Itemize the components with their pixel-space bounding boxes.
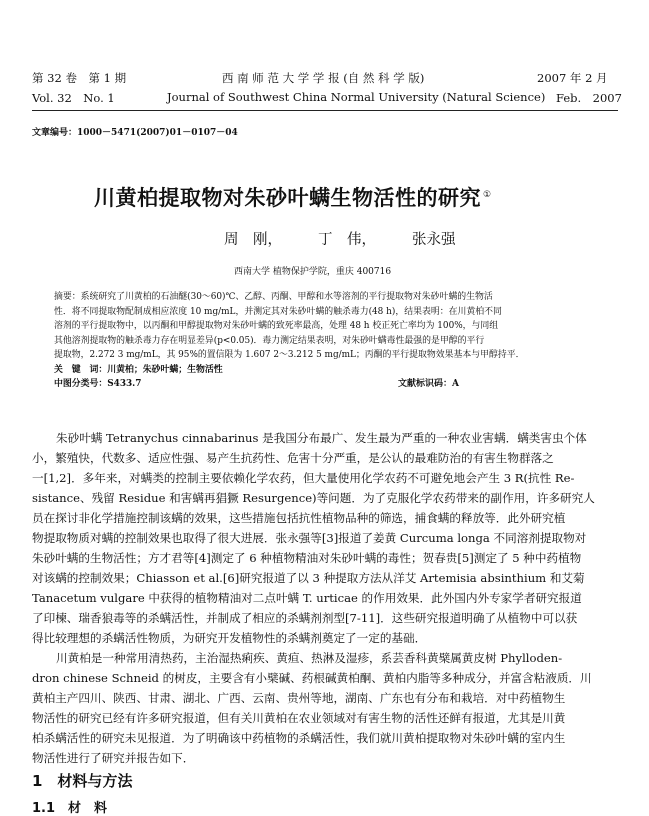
body-line: 朱砂叶螨的生物活性；方才君等[4]测定了 6 种植物精油对朱砂叶螨的毒性；贺春贵[5]测定了 5 种中药植物 xyxy=(32,551,582,565)
body-text xyxy=(32,428,595,768)
document-code: 文献标识码：A xyxy=(398,379,459,389)
body-line: 物提取物质对螨的控制效果也取得了很大进展．张永强等[3]报道了姜黄 Curcuma longa 不同溶剂提取物对 xyxy=(32,531,587,545)
section-heading-1-1: 1.1 材 料 xyxy=(32,801,108,816)
section-heading-1: 1 材料与方法 xyxy=(32,772,133,790)
author-list xyxy=(206,228,474,249)
paper-title xyxy=(94,182,492,212)
paper-title-text: 川黄柏提取物对朱砂叶螨生物活性的研究 xyxy=(94,186,481,210)
header-rule xyxy=(32,110,618,111)
affiliation: 西南大学 植物保护学院，重庆 400716 xyxy=(234,267,392,277)
body-line: 黄柏主产四川、陕西、甘肃、湖北、广西、云南、贵州等地，湖南、广东也有分布和栽培．对中药植物生 xyxy=(32,691,566,705)
body-line: Tanacetum vulgare 中获得的植物精油对二点叶螨 T. urticae 的作用效果．此外国内外专家学者研究报道 xyxy=(32,591,582,605)
author-1: 周 刚， xyxy=(224,232,282,248)
body-line: 柏杀螨活性的研究未见报道．为了明确该中药植物的杀螨活性，我们就川黄柏提取物对朱砂叶螨的室内生 xyxy=(32,731,566,745)
body-line: 川黄柏是一种常用清热药，主治湿热痢疾、黄疸、热淋及湿疹，系芸香科黄檗属黄皮树 Phylloden- xyxy=(56,651,563,665)
header-date-en: Feb. 2007 xyxy=(556,91,622,105)
body-line: 物活性进行了研究并报告如下． xyxy=(32,751,195,765)
abstract-line: 溶剂的平行提取物中，以丙酮和甲醇提取物对朱砂叶螨的致死率最高，处理 48 h 校正死亡率均为 100%，与同组 xyxy=(54,321,499,331)
title-footnote-mark: ① xyxy=(483,190,492,200)
body-line: 对该螨的控制效果；Chiasson et al.[6]研究报道了以 3 种提取方法从洋艾 Artemisia absinthium 和艾菊 xyxy=(32,571,585,585)
body-line: 物活性的研究已经有许多研究报道，但有关川黄柏在农业领域对有害生物的活性还鲜有报道，尤其是川黄 xyxy=(32,711,566,725)
abstract-line: 摘要：系统研究了川黄柏的石油醚(30～60)℃、乙醇、丙酮、甲醇和水等溶剂的平行提取物对朱砂叶螨的生物活 xyxy=(54,292,493,302)
body-line: dron chinese Schneid 的树皮，主要含有小檗碱、药根碱黄柏酮、黄柏内脂等多种成分，并富含粘液质．川 xyxy=(32,671,592,685)
body-line: 朱砂叶螨 Tetranychus cinnabarinus 是我国分布最广、发生最为严重的一种农业害螨．螨类害虫个体 xyxy=(56,431,587,445)
header-journal-en: Journal of Southwest China Normal University (Natural Science) xyxy=(167,90,546,104)
author-3: 张永强 xyxy=(412,232,456,248)
author-2: 丁 伟， xyxy=(318,232,376,248)
abstract-line: 其他溶剂提取物的触杀毒力存在明显差异(p<0.05)．毒力测定结果表明，对朱砂叶螨毒性最强的是甲醇的平行 xyxy=(54,335,485,346)
abstract-line: 提取物，2.272 3 mg/mL，其 95%的置信限为 1.607 2～3.212 5 mg/mL；丙酮的平行提取物效果基本与甲醇持平． xyxy=(54,350,525,360)
keywords: 关 键 词：川黄柏；朱砂叶螨；生物活性 xyxy=(54,364,223,375)
body-line: 得比较理想的杀螨活性物质，为研究开发植物性的杀螨剂奠定了一定的基础． xyxy=(32,631,427,645)
abstract-line: 性．将不同提取物配制成相应浓度 10 mg/mL，并测定其对朱砂叶螨的触杀毒力(48 h)，结果表明：在川黄柏不同 xyxy=(54,306,502,317)
body-line: 员在探讨非化学措施控制该螨的效果，这些措施包括抗性植物品种的筛选，捕食螨的释放等．此外研究植 xyxy=(32,511,566,525)
header-journal-cn: 西 南 师 范 大 学 学 报 (自 然 科 学 版) xyxy=(222,71,425,85)
header-volume-cn: 第 32 卷 第 1 期 xyxy=(32,71,127,85)
body-line: sistance、残留 Residue 和害螨再猖獗 Resurgence)等问题．为了克服化学农药带来的副作用，许多研究人 xyxy=(32,491,595,505)
header-volume-en: Vol. 32 No. 1 xyxy=(32,91,115,105)
header-date-cn: 2007 年 2 月 xyxy=(537,71,608,85)
article-number: 文章编号：1000－5471(2007)01－0107－04 xyxy=(32,128,238,138)
clc-number: 中图分类号：S433.7 xyxy=(54,379,142,389)
body-line: 小，繁殖快，代数多、适应性强、易产生抗药性、危害十分严重，是公认的最难防治的有害生物群落之 xyxy=(32,451,554,465)
body-line: 了印楝、瑞香狼毒等的杀螨活性，并制成了相应的杀螨剂剂型[7-11]．这些研究报道明确了从植物中可以获 xyxy=(32,611,578,625)
body-line: 一[1,2]．多年来，对螨类的控制主要依赖化学农药，但大量使用化学农药不可避免地会产生 3 R(抗性 Re- xyxy=(32,471,575,485)
